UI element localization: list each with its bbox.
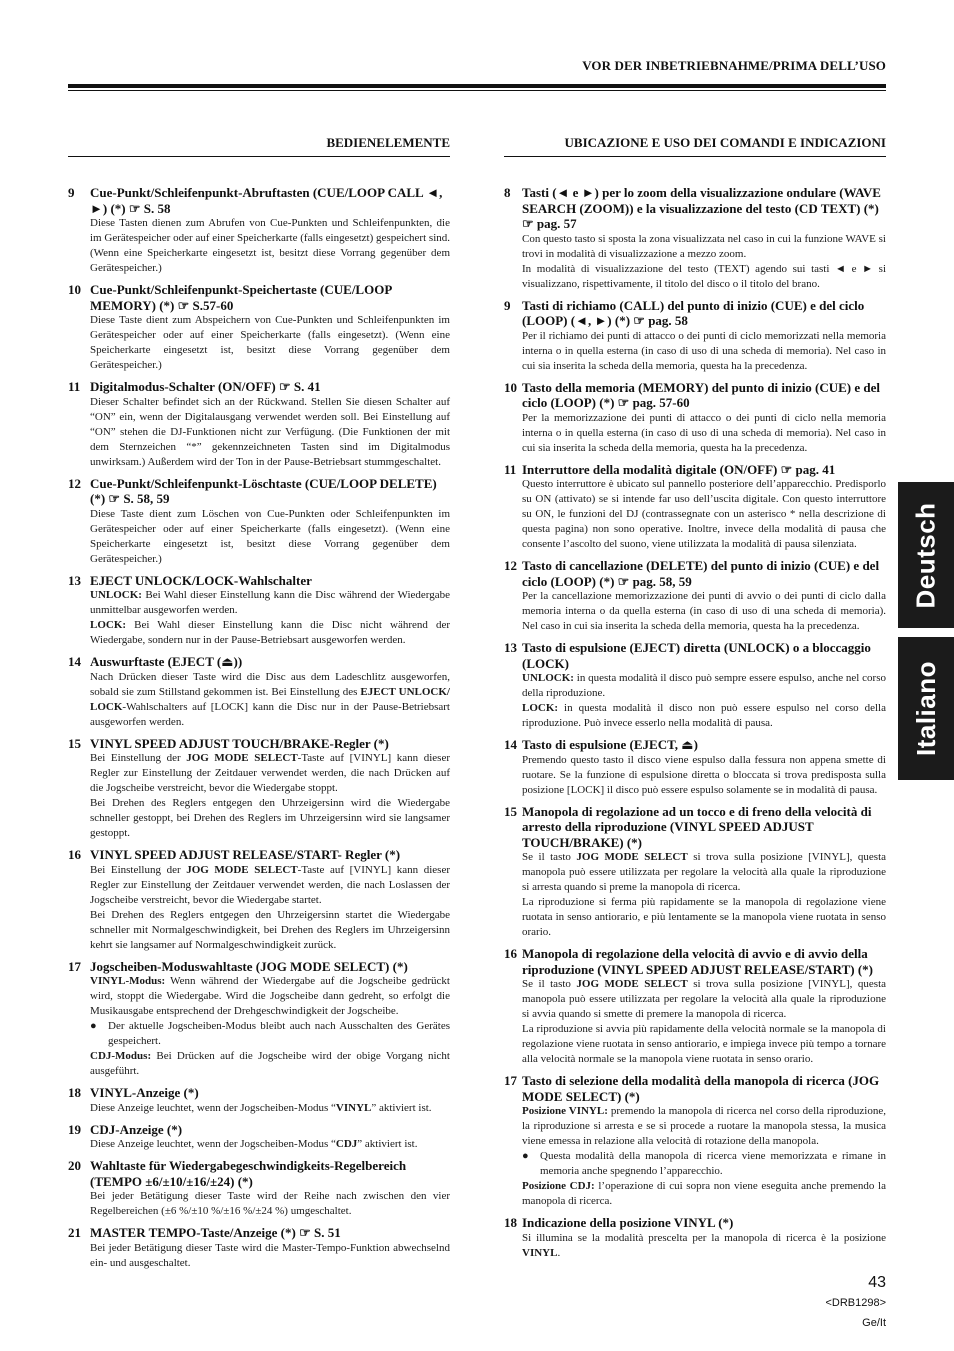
list-item: 12 Cue-Punkt/Schleifenpunkt-Löschtaste (CUE/LOOP DELETE) (*) ☞ S. 58, 59 Diese Taste dient zum Löschen von Cue-Punkten oder Schleifenpunkten im Gerätespeicher oder auf einer Speicherkarte (falls eingesetzt). (Wenn eine Speicherkarte eingesetzt ist, besitzt diese Vorrang gegenüber dem Gerätespeicher.)	[68, 475, 450, 565]
item-title: Manopola di regolazione ad un tocco e di freno della velocità di arresto della riproduzione (VINYL SPEED ADJUST TOUCH/BRAKE) (*)	[522, 803, 872, 850]
item-description: Bei jeder Betätigung dieser Taste wird die Master-Tempo-Funktion abwechselnd ein- und ausgeschaltet.	[90, 1241, 450, 1269]
language-tab-italiano: Italiano	[898, 637, 954, 780]
right-column	[504, 135, 886, 1267]
item-title: Tasto di espulsione (EJECT) diretta (UNLOCK) o a bloccaggio (LOCK)	[522, 640, 871, 671]
item-title: Interruttore della modalità digitale (ON/OFF) ☞ pag. 41	[522, 461, 836, 477]
item-description: Se il tasto JOG MODE SELECT si trova sulla posizione [VINYL], questa manopola può essere utilizzata per regolare la velocità alla quale la riproduzione si arresta quando si preme la manopola di ricerca. La riproduzione si ferma più rapidamente se la manopola di regolazione viene ruotata in senso antiorario, e più lentamente se la manopola viene ruotata in senso orario.	[522, 851, 887, 938]
list-item: 18 VINYL-Anzeige (*) Diese Anzeige leuchtet, wenn der Jogscheiben-Modus “VINYL” aktiviert ist.	[68, 1085, 450, 1116]
item-description: Questo interruttore è ubicato sul pannello posteriore dell’apparecchio. Predisporlo su ON (attivato) se si intende far uso dell’uscita digitale. Con questo interruttore su ON, le funzioni del DJ (contrassegnate con un asterisco * nella descrizione di questa pagina) non sono operative. Inoltre, invece della modalità di pausa che consente l’ascolto del suono, viene utilizzata la modalità di pausa silenziata.	[522, 478, 886, 550]
section-title-right: UBICAZIONE E USO DEI COMANDI E INDICAZIONI	[504, 135, 886, 157]
list-item: 13 Tasto di espulsione (EJECT) diretta (UNLOCK) o a bloccaggio (LOCK) UNLOCK: in questa modalità il disco può sempre essere espulso, anche nel corso della riproduzione. LOCK: in questa modalità il disco non può essere espulso nel corso della riproduzione. Può invece esserlo nella modalità di pausa.	[504, 640, 886, 729]
header-rule-thin	[68, 90, 886, 91]
item-title: Tasto della memoria (MEMORY) del punto di inizio (CUE) e del ciclo (LOOP) (*) ☞ pag. 57-60	[522, 379, 880, 410]
item-title: CDJ-Anzeige (*)	[90, 1121, 183, 1137]
item-description: Diese Tasten dienen zum Abrufen von Cue-Punkten und Schleifenpunkten, die im Gerätespeicher oder auf einer Speicherkarte (falls eingesetzt) gespeichert sind. (Wenn eine Speicherkarte eingesetzt ist, besitzt diese Vorrang gegenüber dem Gerätespeicher.)	[90, 217, 450, 274]
item-title: Manopola di regolazione della velocità di avvio e di avvio della riproduzione (VINYL SPEED ADJUST RELEASE/START) (*)	[522, 946, 873, 977]
list-item: 9 Cue-Punkt/Schleifenpunkt-Abruftasten (CUE/LOOP CALL ◄, ►) (*) ☞ S. 58 Diese Tasten dienen zum Abrufen von Cue-Punkten und Schleifenpunkten, die im Gerätespeicher oder auf einer Speicherkarte (falls eingesetzt) gespeichert sind. (Wenn eine Speicherkarte eingesetzt ist, besitzt diese Vorrang gegenüber dem Gerätespeicher.)	[68, 185, 450, 274]
list-item: 17 Tasto di selezione della modalità della manopola di ricerca (JOG MODE SELECT) (*) Posizione VINYL: premendo la manopola di ricerca nel corso della riproduzione, la riproduzione si arresta e se si procede a ruotare la manopola stessa, la musica viene emessa in relazione alla velocità di rotazione della manopola. ● Questa modalità della manopola di ricerca viene memorizzata e rimane in memoria anche spegnendo l’apparecchio. Posizione CDJ: l’operazione di cui sopra non viene eseguita anche premendo la manopola di ricerca.	[504, 1073, 886, 1207]
item-description: Bei Einstellung der JOG MODE SELECT-Taste auf [VINYL] kann dieser Regler zur Einstellung der Zeitdauer verwendet werden, die nach Drücken auf die Jogscheibe verstreicht, bevor die Wiedergabe stoppt. Bei Drehen des Reglers entgegen den Uhrzeigersinn wird die Wiedergabe schneller gestoppt, bei Drehen des Reglers im Uhrzeigersinn wird sie langsamer gestoppt.	[90, 752, 450, 839]
list-item: 15 Manopola di regolazione ad un tocco e di freno della velocità di arresto della riproduzione (VINYL SPEED ADJUST TOUCH/BRAKE) (*) Se il tasto JOG MODE SELECT si trova sulla posizione [VINYL], questa manopola può essere utilizzata per regolare la velocità alla quale la riproduzione si arresta quando si preme la manopola di ricerca. La riproduzione si ferma più rapidamente se la manopola di regolazione viene ruotata in senso antiorario, e più lentamente se la manopola viene ruotata in senso orario.	[504, 803, 887, 938]
list-item: 16 VINYL SPEED ADJUST RELEASE/START- Regler (*) Bei Einstellung der JOG MODE SELECT-Taste auf [VINYL] kann dieser Regler zur Einstellung der Zeitdauer verwendet werden, die nach Loslassen der Jogscheibe verstreicht, bevor die Wiedergabe startet. Bei Drehen des Reglers entgegen den Uhrzeigersinn startet die Wiedergabe schneller mit Normalgeschwindigkeit, bei Drehen des Reglers im Uhrzeigersinn kehrt sie langsamer auf Normalgeschwindigkeit zurück.	[68, 847, 450, 951]
item-title: Digitalmodus-Schalter (ON/OFF) ☞ S. 41	[90, 379, 321, 394]
list-item: 10 Cue-Punkt/Schleifenpunkt-Speichertaste (CUE/LOOP MEMORY) (*) ☞ S.57-60 Diese Taste dient zum Abspeichern von Cue-Punkten und Schleifenpunkten im Gerätespeicher oder auf einer Speicherkarte (falls eingesetzt). (Wenn eine Speicherkarte eingesetzt ist, besitzt diese Vorrang gegenüber dem Gerätespeicher.)	[68, 282, 450, 371]
item-title: Tasti (◄ e ►) per lo zoom della visualizzazione ondulare (WAVE SEARCH (ZOOM)) e la visualizzazione del testo (CD TEXT) (*) ☞ pag. 57	[522, 185, 881, 231]
language-tab-deutsch: Deutsch	[898, 482, 954, 628]
list-item: 11 Interruttore della modalità digitale (ON/OFF) ☞ pag. 41 Questo interruttore è ubicato sul pannello posteriore dell’apparecchio. Predisporlo su ON (attivato) se si intende far uso dell’uscita digitale. Con questo interruttore su ON, le funzioni del DJ (contrassegnate con un asterisco * nella descrizione di questa pagina) non sono operative. Inoltre, invece della modalità di pausa che consente l’ascolto del suono, viene utilizzata la modalità di pausa silenziata.	[504, 461, 886, 550]
item-description: Diese Anzeige leuchtet, wenn der Jogscheiben-Modus “CDJ” aktiviert ist.	[90, 1138, 418, 1150]
item-title: VINYL SPEED ADJUST RELEASE/START- Regler (*)	[90, 847, 401, 862]
item-title: VINYL SPEED ADJUST TOUCH/BRAKE-Regler (*)	[90, 735, 389, 751]
list-item: 9 Tasti di richiamo (CALL) del punto di inizio (CUE) e del ciclo (LOOP) (◄, ►) (*) ☞ pag. 58 Per il richiamo dei punti di attacco o dei punti di ciclo memorizzati nella memoria interna o in quella esterna (in caso di uso di una scheda di memoria). Nel caso in cui sia inserita la scheda della memoria, questa ha la precedenza.	[504, 297, 886, 372]
item-description: Con questo tasto si sposta la zona visualizzata nel caso in cui la funzione WAVE si trovi in modalità di visualizzazione a mezzo zoom. In modalità di visualizzazione del testo (TEXT) agendo sui tasti ◄ e ► si visualizzano, rispettivamente, il titolo del disco o il titolo del brano.	[522, 232, 886, 290]
item-description: Bei Einstellung der JOG MODE SELECT-Taste auf [VINYL] kann dieser Regler zur Einstellung der Zeitdauer verwendet werden, die nach Loslassen der Jogscheibe verstreicht, bevor die Wiedergabe startet. Bei Drehen des Reglers entgegen den Uhrzeigersinn startet die Wiedergabe schneller mit Normalgeschwindigkeit, bei Drehen des Reglers im Uhrzeigersinn kehrt sie langsamer auf Normalgeschwindigkeit zurück.	[90, 863, 450, 951]
bullet-icon: ●	[522, 1150, 529, 1162]
list-item: 17 Jogscheiben-Moduswahltaste (JOG MODE SELECT) (*) VINYL-Modus: Wenn während der Wiedergabe auf die Jogscheibe gedrückt wird, stoppt die Wiedergabe. Wird die Jogscheibe dann gedreht, so erfolgt die Musikausgabe entsprechend der Drehgeschwindigkeit der Jogscheibe. ● Der aktuelle Jogscheiben-Modus bleibt auch nach Ausschalten des Gerätes gespeichert. CDJ-Modus: Bei Drücken auf die Jogscheibe wird der obige Vorgang nicht ausgeführt.	[68, 958, 450, 1077]
item-title: Tasti di richiamo (CALL) del punto di inizio (CUE) e del ciclo (LOOP) (◄, ►) (*) ☞ pag. 58	[522, 297, 865, 328]
list-item: 14 Auswurftaste (EJECT (⏏)) Nach Drücken dieser Taste wird die Disc aus dem Ladeschlitz ausgeworfen, sobald sie zum Stillstand gekommen ist. Bei Einstellung des EJECT UNLOCK/ LOCK-Wahlschalters auf [LOCK] kann die Disc nur in der Pause-Betriebsart ausgeworfen werden.	[68, 654, 450, 728]
item-title: Indicazione della posizione VINYL (*)	[522, 1215, 734, 1230]
item-description: UNLOCK: Bei Wahl dieser Einstellung kann die Disc während der Wiedergabe unmittelbar ausgeworfen werden. LOCK: Bei Wahl dieser Einstellung kann die Disc nicht während der Wiedergabe, sondern nur in der Pause-Betriebsart ausgeworfen werden.	[90, 589, 450, 646]
item-description: Per il richiamo dei punti di attacco o dei punti di ciclo memorizzati nella memoria interna o in quella esterna (in caso di uso di una scheda di memoria). Nel caso in cui sia inserita la scheda della memoria, questa ha la precedenza.	[522, 329, 886, 372]
item-title: Cue-Punkt/Schleifenpunkt-Löschtaste (CUE/LOOP DELETE) (*) ☞ S. 58, 59	[90, 475, 437, 506]
language-code: Ge/It	[862, 1317, 886, 1329]
item-description: Nach Drücken dieser Taste wird die Disc aus dem Ladeschlitz ausgeworfen, sobald sie zum Stillstand gekommen ist. Bei Einstellung des EJECT UNLOCK/ LOCK-Wahlschalters auf [LOCK] kann die Disc nur in der Pause-Betriebsart ausgeworfen werden.	[90, 670, 450, 728]
list-item: 11 Digitalmodus-Schalter (ON/OFF) ☞ S. 41 Dieser Schalter befindet sich an der Rückwand. Stellen Sie diesen Schalter auf “ON” ein, wenn der Digitalausgang verwendet werden soll. Bei Einstellung auf “ON” stehen die DJ-Funktionen nicht zur Verfügung. (Die Funktionen der mit dem Sternzeichen “*” gekennzeichneten Tasten sind im Digitalmodus unwirksam.) Außerdem wird der Ton in der Pause-Betriebsart stummgeschaltet.	[68, 379, 450, 468]
page-number: 43	[868, 1274, 886, 1291]
item-description: Dieser Schalter befindet sich an der Rückwand. Stellen Sie diesen Schalter auf “ON” ein, wenn der Digitalausgang verwendet werden soll. Bei Einstellung auf “ON” stehen die DJ-Funktionen nicht zur Verfügung. (Die Funktionen der mit dem Sternzeichen “*” gekennzeichneten Tasten sind im Digitalmodus unwirksam.) Außerdem wird der Ton in der Pause-Betriebsart stummgeschaltet.	[90, 395, 450, 468]
list-item: 16 Manopola di regolazione della velocità di avvio e di avvio della riproduzione (VINYL SPEED ADJUST RELEASE/START) (*) Se il tasto JOG MODE SELECT si trova sulla posizione [VINYL], questa manopola può essere utilizzata per regolare la velocità alla quale la riproduzione si avvia quando si smette di premere la manopola di ricerca. La riproduzione si avvia più rapidamente della velocità normale se la manopola di regolazione viene ruotata in senso antiorario, e impiega invece più tempo a tornare alla velocità normale se la manopola viene ruotata in senso orario.	[504, 946, 887, 1065]
header-rule-thick	[68, 84, 886, 88]
item-description: Posizione VINYL: premendo la manopola di ricerca nel corso della riproduzione, la riproduzione si arresta e se si procede a ruotare la manopola stessa, la musica viene emessa in relazione alla velocità di rotazione della manopola. ● Questa modalità della manopola di ricerca viene memorizzata e rimane in memoria anche spegnendo l’apparecchio. Posizione CDJ: l’operazione di cui sopra non viene eseguita anche premendo la manopola di ricerca.	[522, 1105, 886, 1207]
item-title: Auswurftaste (EJECT (⏏))	[90, 654, 243, 669]
item-description: Premendo questo tasto il disco viene espulso dalla fessura non appena smette di ruotare. Se la funzione di espulsione diretta o bloccata si trova predisposta sulla posizione [LOCK] il disco può essere espulso solamente se in modalità di pausa.	[522, 753, 886, 796]
list-item: 14 Tasto di espulsione (EJECT, ⏏) Premendo questo tasto il disco viene espulso dalla fessura non appena smette di ruotare. Se la funzione di espulsione diretta o bloccata si trova predisposta sulla posizione [LOCK] il disco può essere espulso solamente se in modalità di pausa.	[504, 737, 886, 796]
list-item: 13 EJECT UNLOCK/LOCK-Wahlschalter UNLOCK: Bei Wahl dieser Einstellung kann die Disc während der Wiedergabe unmittelbar ausgeworfen werden. LOCK: Bei Wahl dieser Einstellung kann die Disc nicht während der Wiedergabe, sondern nur in der Pause-Betriebsart ausgeworfen werden.	[68, 572, 450, 646]
item-description: Per la memorizzazione dei punti di attacco o dei punti di ciclo nella memoria interna o in quella esterna (in caso di uso di una scheda di memoria). Nel caso in cui sia inserita la scheda della memoria, questa ha la precedenza.	[522, 411, 886, 454]
item-title: Wahltaste für Wiedergabegeschwindigkeits-Regelbereich (TEMPO ±6/±10/±16/±24) (*)	[90, 1158, 407, 1189]
running-header: VOR DER INBETRIEBNAHME/PRIMA DELL’USO	[582, 58, 886, 73]
item-title: VINYL-Anzeige (*)	[90, 1085, 199, 1100]
document-code: <DRB1298>	[825, 1297, 886, 1309]
item-title: MASTER TEMPO-Taste/Anzeige (*) ☞ S. 51	[90, 1225, 341, 1240]
list-item: 10 Tasto della memoria (MEMORY) del punto di inizio (CUE) e del ciclo (LOOP) (*) ☞ pag. 57-60 Per la memorizzazione dei punti di attacco o dei punti di ciclo nella memoria interna o in quella esterna (in caso di uso di una scheda di memoria). Nel caso in cui sia inserita la scheda della memoria, questa ha la precedenza.	[504, 379, 886, 454]
list-item: 20 Wahltaste für Wiedergabegeschwindigkeits-Regelbereich (TEMPO ±6/±10/±16/±24) (*) Bei jeder Betätigung dieser Taste wird der Reihe nach zwischen den vier Regelbereichen (±6 %/±10 %/±16 %/±24 %) umgeschaltet.	[68, 1158, 450, 1217]
item-title: Jogscheiben-Moduswahltaste (JOG MODE SELECT) (*)	[90, 958, 408, 974]
item-description: Diese Taste dient zum Löschen von Cue-Punkten oder Schleifenpunkten im Gerätespeicher oder auf einer Speicherkarte (falls eingesetzt). (Wenn eine Speicherkarte eingesetzt ist, besitzt diese Vorrang gegenüber dem Gerätespeicher.)	[90, 507, 450, 565]
list-item: 12 Tasto di cancellazione (DELETE) del punto di inizio (CUE) e del ciclo (LOOP) (*) ☞ pag. 58, 59 Per la cancellazione memorizzazione dei punti di avvio o dei punti di ciclo dalla memoria interna o da quella esterna (in caso di uso di una scheda di memoria). Nel caso in cui sia inserita la scheda della memoria, questa ha la precedenza.	[504, 558, 886, 632]
list-item: 15 VINYL SPEED ADJUST TOUCH/BRAKE-Regler (*) Bei Einstellung der JOG MODE SELECT-Taste auf [VINYL] kann dieser Regler zur Einstellung der Zeitdauer verwendet werden, die nach Drücken auf die Jogscheibe verstreicht, bevor die Wiedergabe stoppt. Bei Drehen des Reglers entgegen den Uhrzeigersinn wird die Wiedergabe schneller gestoppt, bei Drehen des Reglers im Uhrzeigersinn wird sie langsamer gestoppt.	[68, 735, 450, 839]
item-title: EJECT UNLOCK/LOCK-Wahlschalter	[90, 572, 312, 588]
item-description: VINYL-Modus: Wenn während der Wiedergabe auf die Jogscheibe gedrückt wird, stoppt die Wiedergabe. Wird die Jogscheibe dann gedreht, so erfolgt die Musikausgabe entsprechend der Drehgeschwindigkeit der Jogscheibe. ● Der aktuelle Jogscheiben-Modus bleibt auch nach Ausschalten des Gerätes gespeichert. CDJ-Modus: Bei Drücken auf die Jogscheibe wird der obige Vorgang nicht ausgeführt.	[90, 975, 450, 1077]
list-item: 8 Tasti (◄ e ►) per lo zoom della visualizzazione ondulare (WAVE SEARCH (ZOOM)) e la visualizzazione del testo (CD TEXT) (*) ☞ pag. 57 Con questo tasto si sposta la zona visualizzata nel caso in cui la funzione WAVE si trovi in modalità di visualizzazione a mezzo zoom. In modalità di visualizzazione del testo (TEXT) agendo sui tasti ◄ e ► si visualizzano, rispettivamente, il titolo del disco o il titolo del brano.	[504, 185, 886, 290]
item-description: Bei jeder Betätigung dieser Taste wird der Reihe nach zwischen den vier Regelbereichen (±6 %/±10 %/±16 %/±24 %) umgeschaltet.	[90, 1190, 450, 1217]
item-description: Si illumina se la modalità prescelta per la manopola di ricerca è la posizione VINYL.	[522, 1231, 886, 1259]
item-description: UNLOCK: in questa modalità il disco può sempre essere espulso, anche nel corso della riproduzione. LOCK: in questa modalità il disco non può essere espulso nel corso della riproduzione. Può invece esserlo nella modalità di pausa.	[522, 672, 886, 729]
item-description: Per la cancellazione memorizzazione dei punti di avvio o dei punti di ciclo dalla memoria interna o da quella esterna (in caso di uso di una scheda di memoria). Nel caso in cui sia inserita la scheda della memoria, questa ha la precedenza.	[522, 590, 886, 632]
item-title: Tasto di espulsione (EJECT, ⏏)	[522, 737, 698, 752]
item-description: Se il tasto JOG MODE SELECT si trova sulla posizione [VINYL], questa manopola può essere utilizzata per regolare la velocità alla quale la riproduzione si avvia quando si smette di premere la manopola di ricerca. La riproduzione si avvia più rapidamente della velocità normale se la manopola di regolazione viene ruotata in senso antiorario, e impiega invece più tempo a tornare alla velocità normale se la manopola viene ruotata in senso orario.	[522, 978, 887, 1065]
list-item: 18 Indicazione della posizione VINYL (*) Si illumina se la modalità prescelta per la manopola di ricerca è la posizione VINYL.	[504, 1215, 886, 1259]
item-description: Diese Anzeige leuchtet, wenn der Jogscheiben-Modus “VINYL” aktiviert ist.	[90, 1101, 432, 1114]
left-column	[68, 135, 450, 1277]
item-title: Tasto di selezione della modalità della manopola di ricerca (JOG MODE SELECT) (*)	[522, 1073, 880, 1104]
list-item: 21 MASTER TEMPO-Taste/Anzeige (*) ☞ S. 51 Bei jeder Betätigung dieser Taste wird die Master-Tempo-Funktion abwechselnd ein- und ausgeschaltet.	[68, 1225, 450, 1269]
item-description: Diese Taste dient zum Abspeichern von Cue-Punkten und Schleifenpunkten im Gerätespeicher oder auf einer Speicherkarte (falls eingesetzt). (Wenn eine Speicherkarte eingesetzt ist, besitzt diese Vorrang gegenüber dem Gerätespeicher.)	[90, 314, 450, 371]
item-title: Tasto di cancellazione (DELETE) del punto di inizio (CUE) e del ciclo (LOOP) (*) ☞ pag. 58, 59	[522, 558, 880, 589]
bullet-icon: ●	[90, 1020, 97, 1032]
item-title: Cue-Punkt/Schleifenpunkt-Abruftasten (CUE/LOOP CALL ◄, ►) (*) ☞ S. 58	[90, 185, 443, 216]
list-item: 19 CDJ-Anzeige (*) Diese Anzeige leuchtet, wenn der Jogscheiben-Modus “CDJ” aktiviert ist.	[68, 1122, 450, 1153]
section-title-left: BEDIENELEMENTE	[68, 135, 450, 157]
item-title: Cue-Punkt/Schleifenpunkt-Speichertaste (CUE/LOOP MEMORY) (*) ☞ S.57-60	[90, 282, 392, 313]
